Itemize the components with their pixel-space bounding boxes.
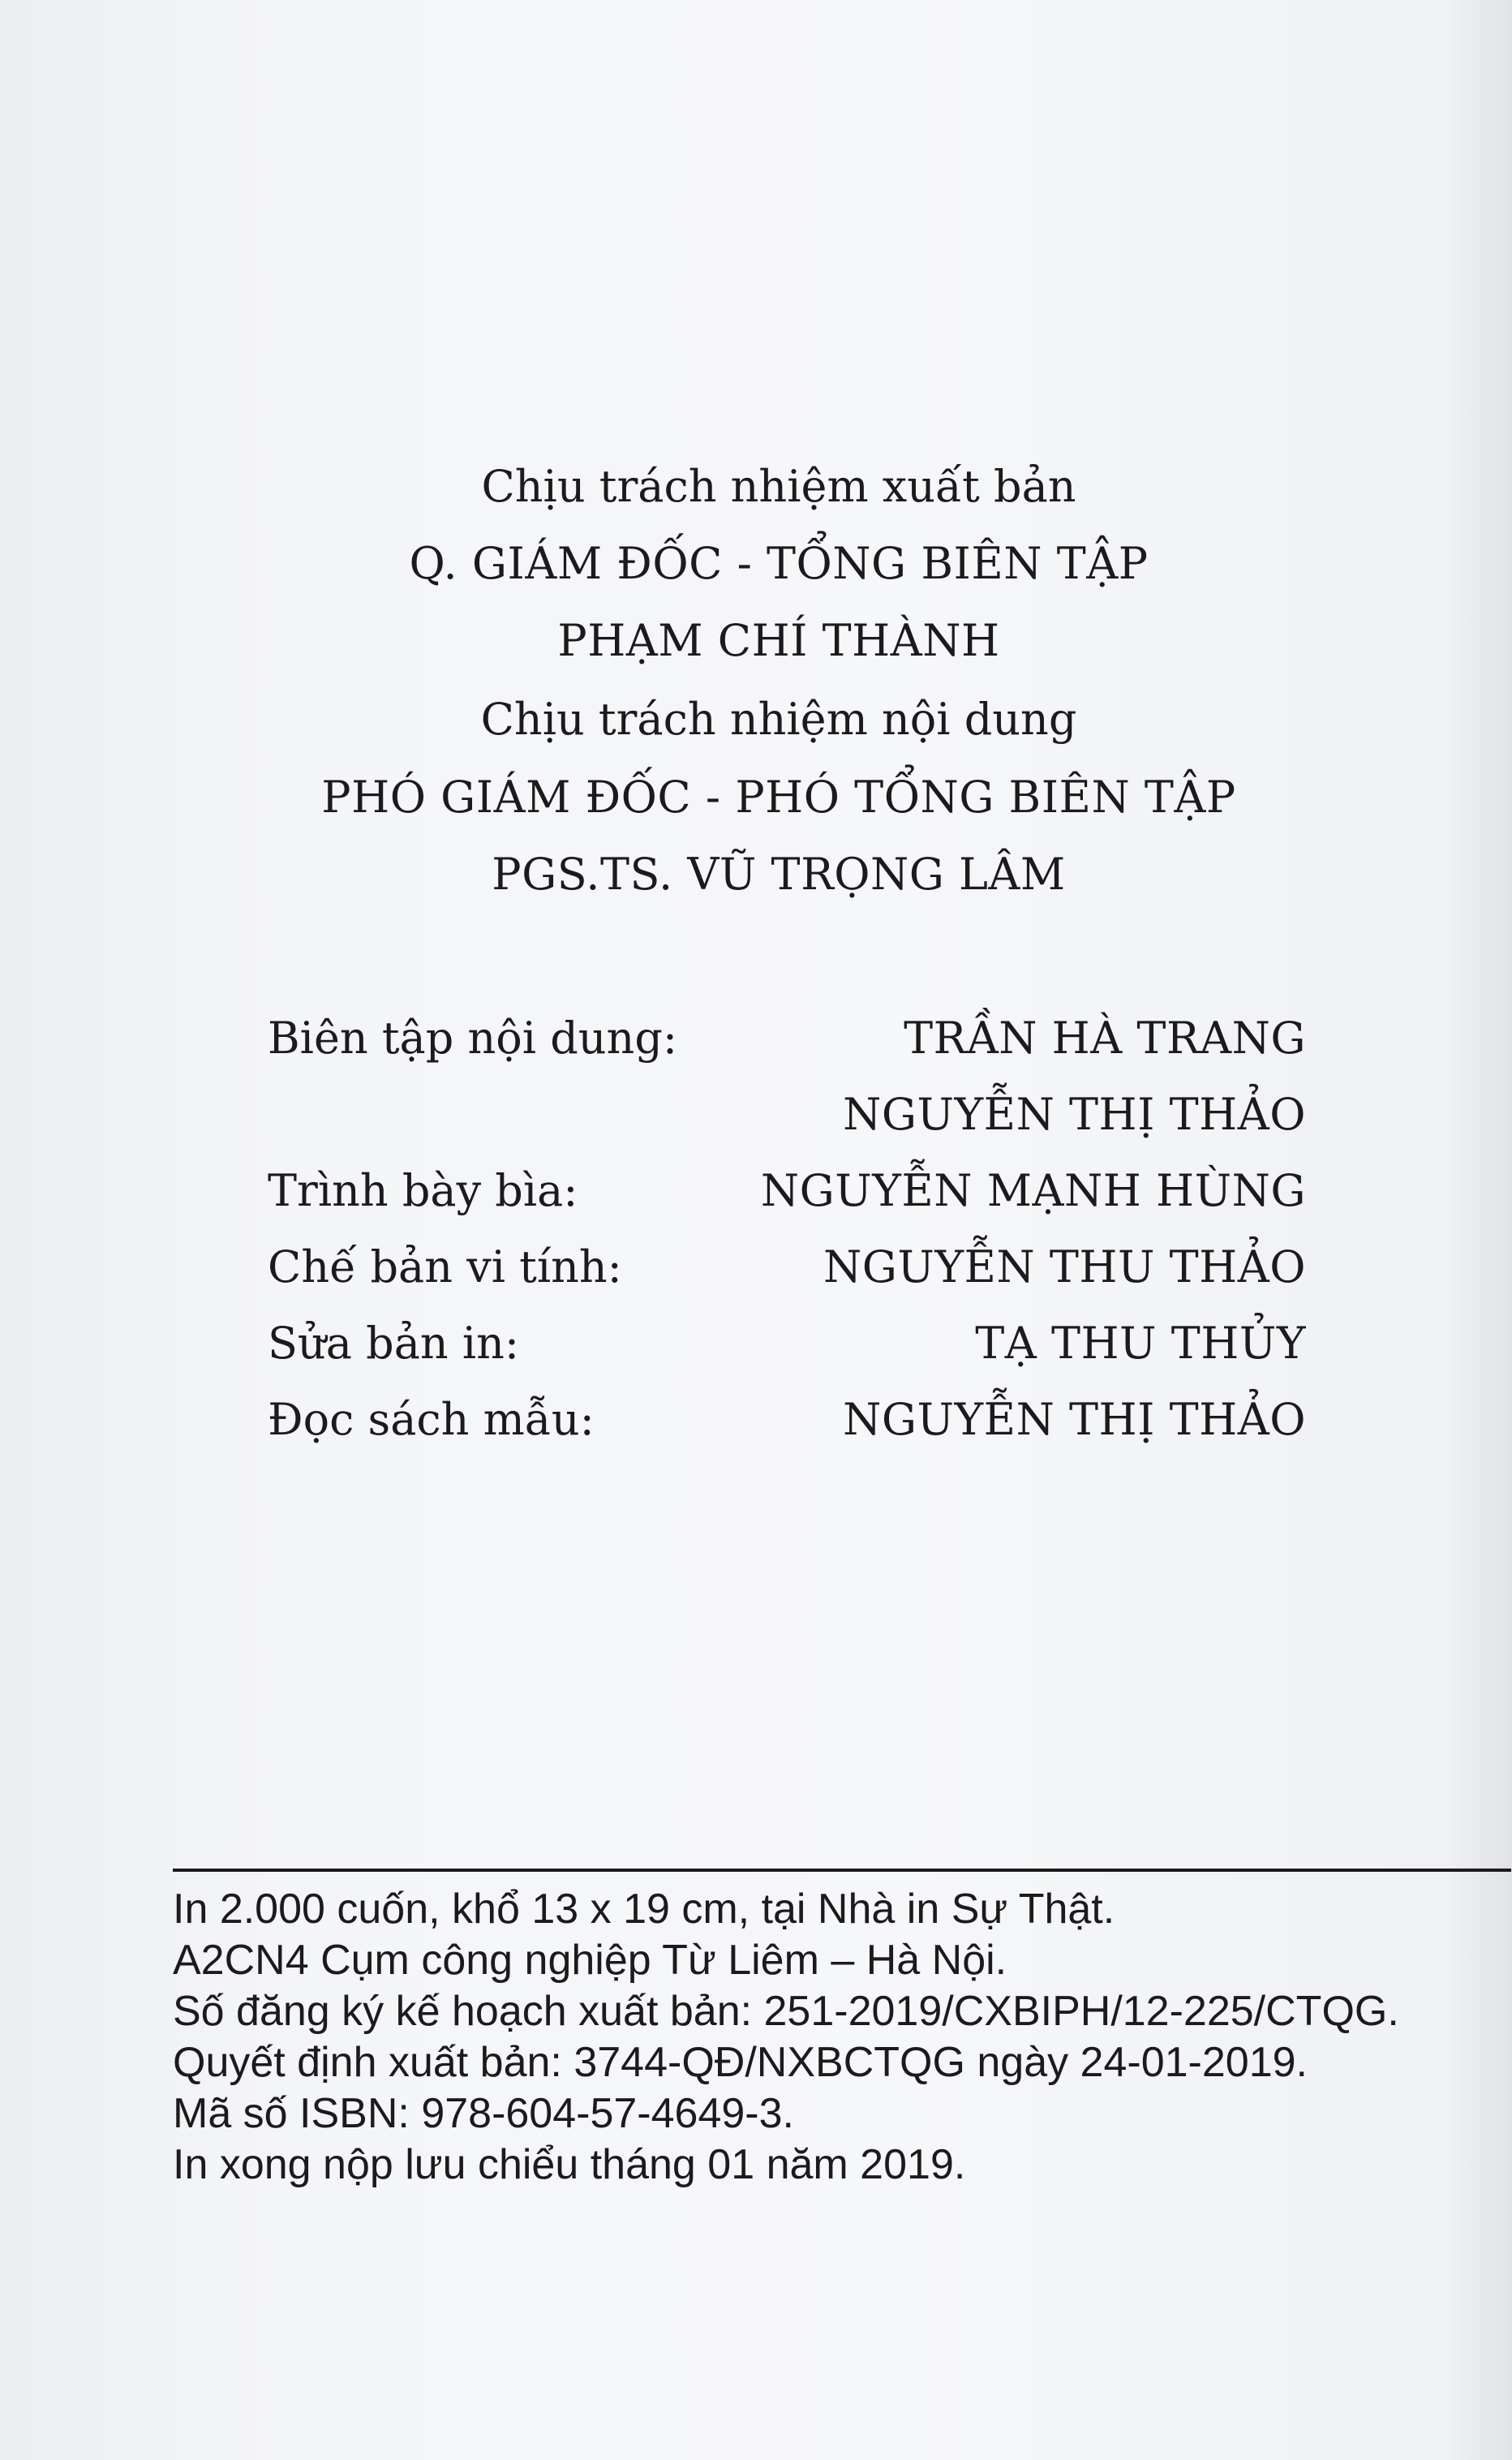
colophon-divider xyxy=(173,1869,1511,1872)
content-responsibility-label: Chịu trách nhiệm nội dung xyxy=(480,694,1077,745)
staff-row xyxy=(268,1163,1306,1239)
staff-role-label: Trình bày bìa: xyxy=(268,1165,578,1216)
staff-list xyxy=(268,1010,1306,1468)
publishing-responsibility-title: Q. GIÁM ĐỐC - TỔNG BIÊN TẬP xyxy=(409,538,1149,589)
staff-person-name: NGUYỄN MẠNH HÙNG xyxy=(760,1165,1306,1216)
staff-role-label: Sửa bản in: xyxy=(268,1318,520,1369)
staff-person-name: TRẦN HÀ TRANG xyxy=(904,1013,1306,1064)
staff-row xyxy=(268,1239,1306,1315)
staff-role-label: Đọc sách mẫu: xyxy=(268,1394,595,1445)
colophon-line: Quyết định xuất bản: 3744-QĐ/NXBCTQG ngày 24-01-2019. xyxy=(173,2039,1308,2086)
staff-role-label: Biên tập nội dung: xyxy=(268,1013,678,1064)
staff-row xyxy=(268,1010,1306,1086)
print-colophon xyxy=(173,1884,1503,2191)
staff-row xyxy=(268,1391,1306,1468)
staff-person-name: NGUYỄN THỊ THẢO xyxy=(843,1089,1306,1140)
publishing-responsibility-label: Chịu trách nhiệm xuất bản xyxy=(481,461,1076,512)
staff-row xyxy=(268,1086,1306,1163)
colophon-line: Số đăng ký kế hoạch xuất bản: 251-2019/CXBIPH/12-225/CTQG. xyxy=(173,1988,1399,2035)
staff-person-name: NGUYỄN THU THẢO xyxy=(823,1241,1306,1292)
staff-person-name: NGUYỄN THỊ THẢO xyxy=(843,1394,1306,1445)
colophon-line: In 2.000 cuốn, khổ 13 x 19 cm, tại Nhà in Sự Thật. xyxy=(173,1886,1115,1933)
staff-role-label: Chế bản vi tính: xyxy=(268,1241,622,1292)
colophon-line: Mã số ISBN: 978-604-57-4649-3. xyxy=(173,2090,794,2137)
colophon-line: A2CN4 Cụm công nghiệp Từ Liêm – Hà Nội. xyxy=(173,1937,1007,1984)
staff-person-name: TẠ THU THỦY xyxy=(975,1318,1306,1369)
colophon-line: In xong nộp lưu chiểu tháng 01 năm 2019. xyxy=(173,2141,966,2188)
content-responsibility-name: PGS.TS. VŨ TRỌNG LÂM xyxy=(492,849,1066,900)
staff-row xyxy=(268,1315,1306,1391)
publishing-responsibility-name: PHẠM CHÍ THÀNH xyxy=(557,615,1000,666)
content-responsibility-title: PHÓ GIÁM ĐỐC - PHÓ TỔNG BIÊN TẬP xyxy=(321,772,1236,823)
